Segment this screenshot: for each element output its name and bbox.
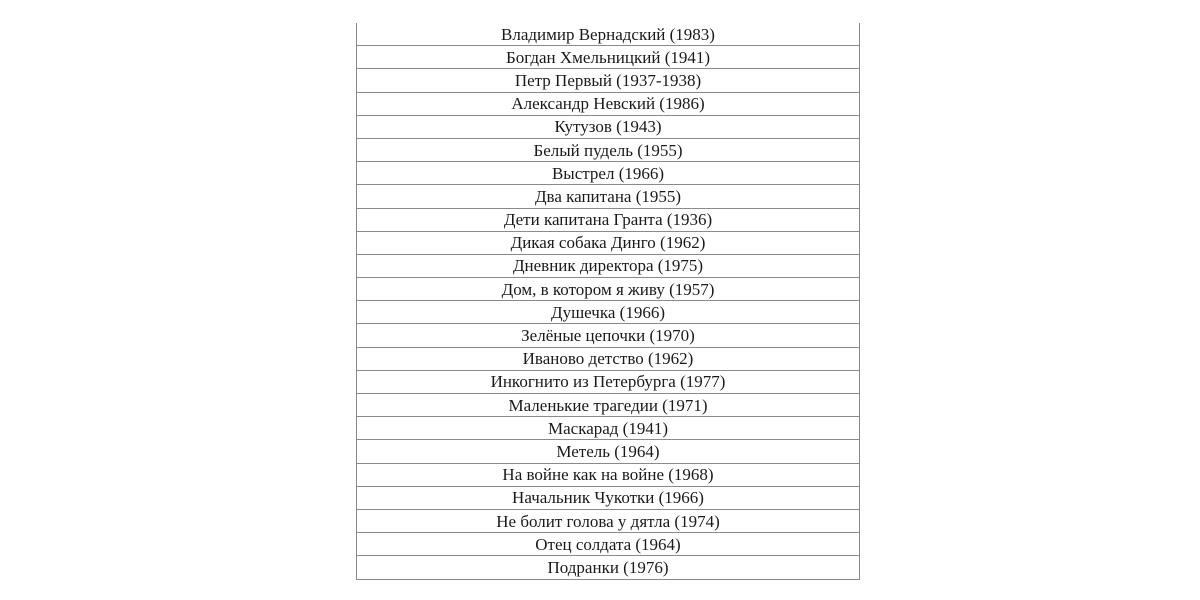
film-title-cell: Маленькие трагедии (1971) xyxy=(357,394,860,417)
film-title-cell: Дети капитана Гранта (1936) xyxy=(357,208,860,231)
film-title-cell: Дневник директора (1975) xyxy=(357,254,860,277)
film-title-cell: Маскарад (1941) xyxy=(357,417,860,440)
table-row xyxy=(357,162,860,185)
film-title-cell: Отец солдата (1964) xyxy=(357,533,860,556)
table-row xyxy=(357,115,860,138)
table-row xyxy=(357,46,860,69)
table-row xyxy=(357,394,860,417)
film-title-cell: Владимир Вернадский (1983) xyxy=(357,23,860,46)
film-title-cell: Выстрел (1966) xyxy=(357,162,860,185)
film-title-cell: Метель (1964) xyxy=(357,440,860,463)
film-title-cell: Начальник Чукотки (1966) xyxy=(357,486,860,509)
table-row xyxy=(357,533,860,556)
table-row xyxy=(357,440,860,463)
film-title-cell: Петр Первый (1937-1938) xyxy=(357,69,860,92)
film-title-cell: Душечка (1966) xyxy=(357,301,860,324)
film-title-cell: Инкогнито из Петербурга (1977) xyxy=(357,370,860,393)
film-title-cell: Не болит голова у дятла (1974) xyxy=(357,509,860,532)
film-list-table xyxy=(356,23,860,580)
film-title-cell: Александр Невский (1986) xyxy=(357,92,860,115)
table-row xyxy=(357,185,860,208)
film-title-cell: Белый пудель (1955) xyxy=(357,138,860,161)
table-row xyxy=(357,278,860,301)
film-title-cell: Кутузов (1943) xyxy=(357,115,860,138)
film-list-body xyxy=(357,23,860,579)
table-row xyxy=(357,208,860,231)
film-title-cell: Дикая собака Динго (1962) xyxy=(357,231,860,254)
film-title-cell: Иваново детство (1962) xyxy=(357,347,860,370)
table-row xyxy=(357,254,860,277)
table-row xyxy=(357,370,860,393)
table-row xyxy=(357,92,860,115)
table-row xyxy=(357,69,860,92)
table-row xyxy=(357,417,860,440)
table-row xyxy=(357,509,860,532)
table-row xyxy=(357,324,860,347)
table-row xyxy=(357,301,860,324)
table-row xyxy=(357,138,860,161)
table-row xyxy=(357,486,860,509)
film-title-cell: Дом, в котором я живу (1957) xyxy=(357,278,860,301)
table-row xyxy=(357,23,860,46)
film-title-cell: На войне как на войне (1968) xyxy=(357,463,860,486)
table-row xyxy=(357,231,860,254)
film-title-cell: Богдан Хмельницкий (1941) xyxy=(357,46,860,69)
film-title-cell: Зелёные цепочки (1970) xyxy=(357,324,860,347)
table-row xyxy=(357,556,860,579)
film-title-cell: Подранки (1976) xyxy=(357,556,860,579)
film-title-cell: Два капитана (1955) xyxy=(357,185,860,208)
table-row xyxy=(357,347,860,370)
table-row xyxy=(357,463,860,486)
